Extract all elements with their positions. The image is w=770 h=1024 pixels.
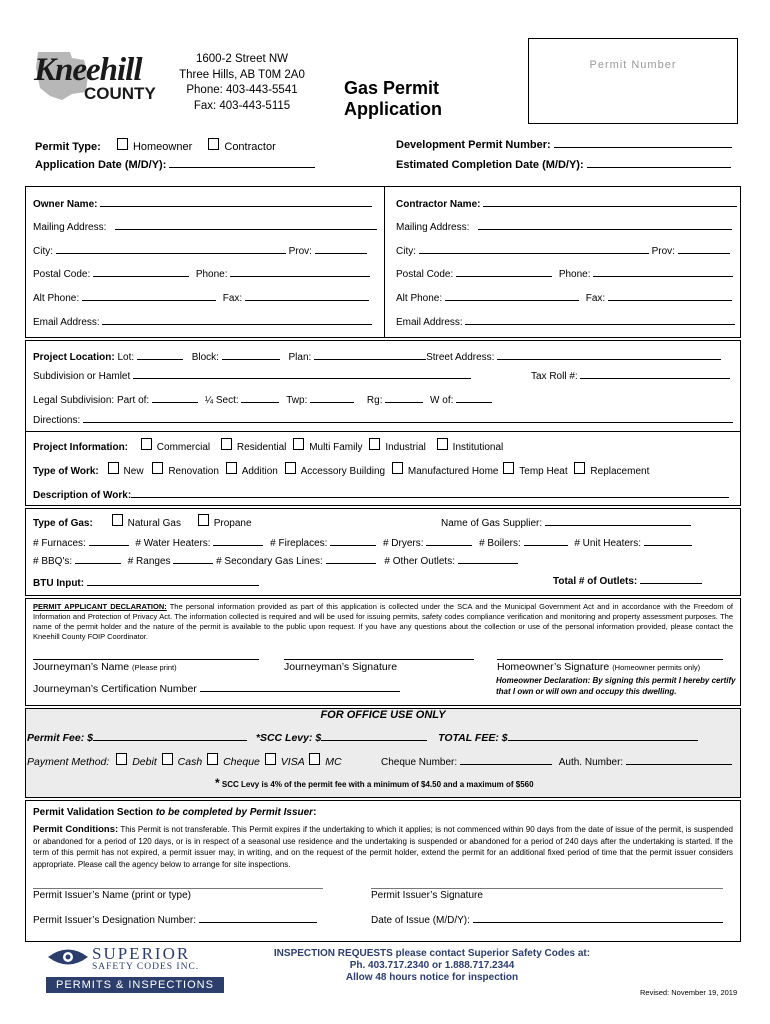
contractor-fax-field[interactable]: [608, 291, 732, 301]
lot-field[interactable]: [137, 350, 183, 360]
other-outlets-label: # Other Outlets:: [384, 556, 455, 567]
addition-label: Addition: [241, 466, 278, 477]
inspection-block: [262, 948, 602, 984]
tax-roll-field[interactable]: [580, 369, 730, 379]
location-label: Project Location:: [33, 352, 115, 363]
industrial-checkbox[interactable]: [369, 438, 380, 450]
w-of-field[interactable]: [456, 393, 492, 403]
propane-checkbox[interactable]: [198, 514, 209, 526]
superior-logo: [46, 944, 226, 994]
contractor-mailing-label: Mailing Address:: [396, 222, 470, 233]
street-field[interactable]: [497, 350, 721, 360]
owner-prov-field[interactable]: [315, 244, 367, 254]
kneehill-logo: [32, 48, 162, 104]
owner-phone-field[interactable]: [230, 267, 370, 277]
multi-family-checkbox[interactable]: [293, 438, 304, 450]
auth-number-field[interactable]: [626, 755, 732, 765]
dev-permit-label: Development Permit Number:: [396, 139, 551, 151]
total-fee-label: TOTAL FEE: $: [438, 732, 508, 744]
owner-phone-label: Phone:: [195, 269, 228, 280]
other-outlets-field[interactable]: [458, 554, 518, 564]
plan-field[interactable]: [314, 350, 426, 360]
addition-checkbox[interactable]: [226, 462, 237, 474]
homeowner-sig-label: Homeowner’s Signature: [497, 661, 610, 673]
ranges-label: # Ranges: [127, 556, 171, 567]
rg-field[interactable]: [385, 393, 423, 403]
declaration-text: The personal information provided as part of this application is collected under the SCA and the Municipal Government Act and in accordance with the Freedom of Information and Protection of Privacy Act. The information collected is required and will be used for issuing permits, safety codes compliance verification and monitoring and property assessment purposes. The name of the permit holder and the nature of the permit is available to the public upon request. If you have any questions about the collection or use of the personal information provided, please contact the Kneehill County FOIP Coordinator.: [33, 602, 733, 641]
declaration-heading: PERMIT APPLICANT DECLARATION:: [33, 602, 167, 611]
part-of-field[interactable]: [152, 393, 198, 403]
owner-mailing-field[interactable]: [115, 220, 377, 230]
est-completion-label: Estimated Completion Date (M/D/Y):: [396, 159, 584, 171]
quarter-field[interactable]: [241, 393, 279, 403]
accessory-checkbox[interactable]: [285, 462, 296, 474]
contractor-mailing-field[interactable]: [478, 220, 732, 230]
residential-label: Residential: [236, 442, 287, 453]
institutional-checkbox[interactable]: [437, 438, 448, 450]
cash-label: Cash: [177, 756, 203, 768]
journeyman-name-label: Journeyman’s Name: [33, 661, 130, 673]
renovation-checkbox[interactable]: [152, 462, 163, 474]
logo-text: Kneehill: [34, 52, 142, 88]
commercial-label: Commercial: [156, 442, 211, 453]
ranges-field[interactable]: [173, 554, 213, 564]
title-line2: Application: [344, 99, 442, 119]
debit-checkbox[interactable]: [116, 753, 127, 765]
natural-gas-checkbox[interactable]: [112, 514, 123, 526]
visa-checkbox[interactable]: [265, 753, 276, 765]
declaration-text-block: [33, 602, 733, 642]
permit-number-box[interactable]: [528, 38, 738, 124]
permit-number-label: Permit Number: [589, 59, 677, 71]
btu-label: BTU Input:: [33, 578, 85, 589]
cheque-checkbox[interactable]: [207, 753, 218, 765]
homeowner-checkbox[interactable]: [117, 138, 128, 150]
owner-alt-phone-label: Alt Phone:: [33, 293, 80, 304]
furnaces-label: # Furnaces:: [33, 538, 86, 549]
contractor-city-field[interactable]: [419, 244, 649, 254]
issuer-sig-label: Permit Issuer’s Signature: [371, 890, 483, 901]
please-print-label: (Please print): [132, 663, 177, 672]
owner-fax-label: Fax:: [222, 293, 243, 304]
manufactured-checkbox[interactable]: [392, 462, 403, 474]
temp-heat-label: Temp Heat: [519, 466, 568, 477]
mc-label: MC: [325, 756, 342, 768]
date-issue-label: Date of Issue (M/D/Y):: [371, 915, 470, 926]
tax-roll-label: Tax Roll #:: [531, 371, 578, 382]
manufactured-label: Manufactured Home: [407, 466, 499, 477]
btu-field[interactable]: [87, 576, 259, 586]
unit-heaters-field[interactable]: [644, 536, 692, 546]
cheque-number-label: Cheque Number:: [381, 757, 458, 768]
conditions-block: [33, 824, 733, 870]
legal-label: Legal Subdivision:: [33, 395, 115, 406]
est-completion-field[interactable]: [587, 158, 731, 168]
title-line1: Gas Permit: [344, 78, 440, 98]
contractor-city-label: City:: [396, 246, 416, 257]
contractor-postal-label: Postal Code:: [396, 269, 454, 280]
permits-banner: PERMITS & INSPECTIONS: [46, 977, 224, 993]
inspection-line2: Ph. 403.717.2340 or 1.888.717.2344: [349, 960, 515, 971]
quarter-label: ¼ Sect:: [204, 395, 239, 406]
cheque-number-field[interactable]: [460, 755, 552, 765]
natural-gas-label: Natural Gas: [127, 518, 181, 529]
owner-city-field[interactable]: [56, 244, 286, 254]
contractor-phone-label: Phone:: [558, 269, 591, 280]
conditions-label: Permit Conditions:: [33, 824, 119, 835]
project-info-label: Project Information:: [33, 442, 129, 453]
supplier-label: Name of Gas Supplier:: [441, 518, 543, 529]
cert-field[interactable]: [200, 682, 400, 692]
contractor-email-label: Email Address:: [396, 317, 463, 328]
renovation-label: Renovation: [168, 466, 219, 477]
dev-permit-field[interactable]: [554, 138, 732, 148]
date-issue-field[interactable]: [473, 913, 723, 923]
bbqs-field[interactable]: [75, 554, 121, 564]
owner-postal-field[interactable]: [93, 267, 189, 277]
gas-type-label: Type of Gas:: [33, 518, 93, 529]
contractor-phone-field[interactable]: [593, 267, 733, 277]
contractor-name-field[interactable]: [483, 197, 737, 207]
contractor-label: Contractor: [224, 141, 276, 153]
owner-postal-label: Postal Code:: [33, 269, 91, 280]
owner-name-label: Owner Name:: [33, 199, 98, 210]
total-outlets-label: Total # of Outlets:: [553, 576, 638, 587]
validation-heading: Permit Validation Section: [33, 807, 154, 818]
replacement-checkbox[interactable]: [574, 462, 585, 474]
commercial-checkbox[interactable]: [141, 438, 152, 450]
conditions-text: This Permit is not transferable. This Permit expires if the undertaking to which it applies; is not commenced within 90 days from the date of issue of the permit, is suspended or abandoned for a period of 120 days, or is in respect of a seasonal use residence and the undertaking is suspended or abandoned for a period of 240 days after the undertaking is started. If the term of this permit has not expired, a permit issuer may, in writing, and on the request of the permit holder, extend the permit for an additional fixed period of time that the permit issuer considers appropriate. Please call the agency below to arrange for site inspections.: [33, 825, 733, 869]
w-of-label: W of:: [430, 395, 454, 406]
app-date-label: Application Date (M/D/Y):: [35, 159, 167, 171]
owner-email-field[interactable]: [102, 315, 372, 325]
subdivision-field[interactable]: [133, 369, 471, 379]
permit-type-label: Permit Type:: [35, 141, 101, 153]
payment-method-label: Payment Method:: [27, 756, 110, 768]
owner-city-label: City:: [33, 246, 53, 257]
contractor-prov-field[interactable]: [678, 244, 730, 254]
mc-checkbox[interactable]: [309, 753, 320, 765]
water-heaters-field[interactable]: [213, 536, 263, 546]
homeowner-declaration: Homeowner Declaration: By signing this permit I hereby certify that I own or will own and occupy this dwelling.: [496, 676, 736, 696]
contractor-checkbox[interactable]: [208, 138, 219, 150]
visa-label: VISA: [280, 756, 305, 768]
permit-fee-field[interactable]: [93, 731, 247, 741]
permit-fee-label: Permit Fee: $: [27, 732, 93, 744]
owner-mailing-label: Mailing Address:: [33, 222, 107, 233]
cash-checkbox[interactable]: [162, 753, 173, 765]
institutional-label: Institutional: [452, 442, 504, 453]
eye-icon: [46, 946, 90, 968]
secondary-label: # Secondary Gas Lines:: [216, 556, 323, 567]
new-checkbox[interactable]: [108, 462, 119, 474]
safety-codes-text: SAFETY CODES INC.: [92, 962, 200, 972]
contractor-alt-phone-label: Alt Phone:: [396, 293, 443, 304]
address-line2: Three Hills, AB T0M 2A0: [179, 68, 305, 81]
address-block: [172, 52, 312, 114]
contractor-email-field[interactable]: [465, 315, 735, 325]
owner-prov-label: Prov:: [288, 246, 312, 257]
accessory-label: Accessory Building: [300, 466, 386, 477]
directions-field[interactable]: [83, 413, 733, 423]
inspection-line1: INSPECTION REQUESTS please contact Superior Safety Codes at:: [273, 948, 591, 959]
owner-contractor-divider: [384, 186, 385, 338]
owner-name-field[interactable]: [100, 197, 372, 207]
asterisk: *: [215, 776, 220, 790]
supplier-field[interactable]: [545, 516, 691, 526]
dryers-label: # Dryers:: [382, 538, 424, 549]
address-line1: 1600-2 Street NW: [195, 53, 289, 65]
type-of-work-label: Type of Work:: [33, 466, 99, 477]
issuer-name-label: Permit Issuer’s Name (print or type): [33, 890, 192, 901]
owner-alt-phone-field[interactable]: [82, 291, 216, 301]
bbqs-label: # BBQ's:: [33, 556, 73, 567]
industrial-label: Industrial: [385, 442, 426, 453]
journeyman-name-line[interactable]: [33, 659, 259, 660]
lot-label: Lot:: [117, 352, 135, 363]
issuer-sig-line[interactable]: [371, 888, 723, 889]
fireplaces-label: # Fireplaces:: [270, 538, 328, 549]
fireplaces-field[interactable]: [330, 536, 376, 546]
new-label: New: [123, 466, 144, 477]
multi-family-label: Multi Family: [309, 442, 363, 453]
page-title: [344, 78, 442, 120]
app-date-field[interactable]: [169, 158, 315, 168]
logo-county: COUNTY: [84, 84, 156, 103]
journeyman-sig-label: Journeyman’s Signature: [284, 661, 398, 673]
inspection-line3: Allow 48 hours notice for inspection: [345, 972, 519, 983]
homeowner-only-label: (Homeowner permits only): [612, 663, 701, 672]
replacement-label: Replacement: [590, 466, 650, 477]
superior-text: SUPERIOR: [92, 944, 191, 963]
scc-note: SCC Levy is 4% of the permit fee with a minimum of $4.50 and a maximum of $560: [221, 780, 534, 789]
dryers-field[interactable]: [426, 536, 472, 546]
block-field[interactable]: [222, 350, 280, 360]
project-divider: [25, 431, 741, 432]
plan-label: Plan:: [288, 352, 312, 363]
debit-label: Debit: [132, 756, 157, 768]
secondary-field[interactable]: [326, 554, 376, 564]
cheque-label: Cheque: [223, 756, 260, 768]
validation-heading-italic: to be completed by Permit Issuer: [155, 807, 314, 818]
twp-field[interactable]: [310, 393, 354, 403]
residential-checkbox[interactable]: [221, 438, 232, 450]
water-heaters-label: # Water Heaters:: [135, 538, 211, 549]
description-field[interactable]: [131, 488, 729, 498]
total-outlets-field[interactable]: [640, 574, 702, 584]
furnaces-field[interactable]: [89, 536, 129, 546]
contractor-alt-phone-field[interactable]: [445, 291, 579, 301]
subdivision-label: Subdivision or Hamlet: [33, 371, 131, 382]
scc-levy-label: *SCC Levy: $: [255, 732, 322, 744]
designation-label: Permit Issuer’s Designation Number:: [33, 915, 197, 926]
contractor-postal-field[interactable]: [456, 267, 552, 277]
part-of-label: Part of:: [116, 395, 150, 406]
issuer-name-line[interactable]: [33, 888, 323, 889]
journeyman-sig-line[interactable]: [284, 659, 474, 660]
directions-label: Directions:: [33, 415, 81, 426]
homeowner-sig-line[interactable]: [497, 659, 723, 660]
cert-label: Journeyman’s Certification Number: [33, 683, 197, 695]
contractor-prov-label: Prov:: [651, 246, 675, 257]
office-heading: FOR OFFICE USE ONLY: [320, 709, 446, 721]
homeowner-label: Homeowner: [132, 141, 193, 153]
owner-email-label: Email Address:: [33, 317, 100, 328]
owner-fax-field[interactable]: [245, 291, 369, 301]
propane-label: Propane: [213, 518, 252, 529]
street-label: Street Address:: [426, 352, 495, 363]
boilers-field[interactable]: [524, 536, 568, 546]
auth-number-label: Auth. Number:: [558, 757, 624, 768]
contractor-name-label: Contractor Name:: [396, 199, 481, 210]
unit-heaters-label: # Unit Heaters:: [574, 538, 642, 549]
description-label: Description of Work:: [33, 490, 132, 501]
contractor-fax-label: Fax:: [585, 293, 606, 304]
twp-label: Twp:: [286, 395, 308, 406]
revised-date: Revised: November 19, 2019: [640, 988, 738, 997]
temp-heat-checkbox[interactable]: [503, 462, 514, 474]
designation-field[interactable]: [199, 913, 317, 923]
rg-label: Rg:: [366, 395, 383, 406]
total-fee-field[interactable]: [508, 731, 698, 741]
address-phone: Phone: 403-443-5541: [186, 84, 298, 96]
boilers-label: # Boilers:: [479, 538, 521, 549]
block-label: Block:: [191, 352, 219, 363]
address-fax: Fax: 403-443-5115: [193, 99, 291, 112]
scc-levy-field[interactable]: [321, 731, 427, 741]
